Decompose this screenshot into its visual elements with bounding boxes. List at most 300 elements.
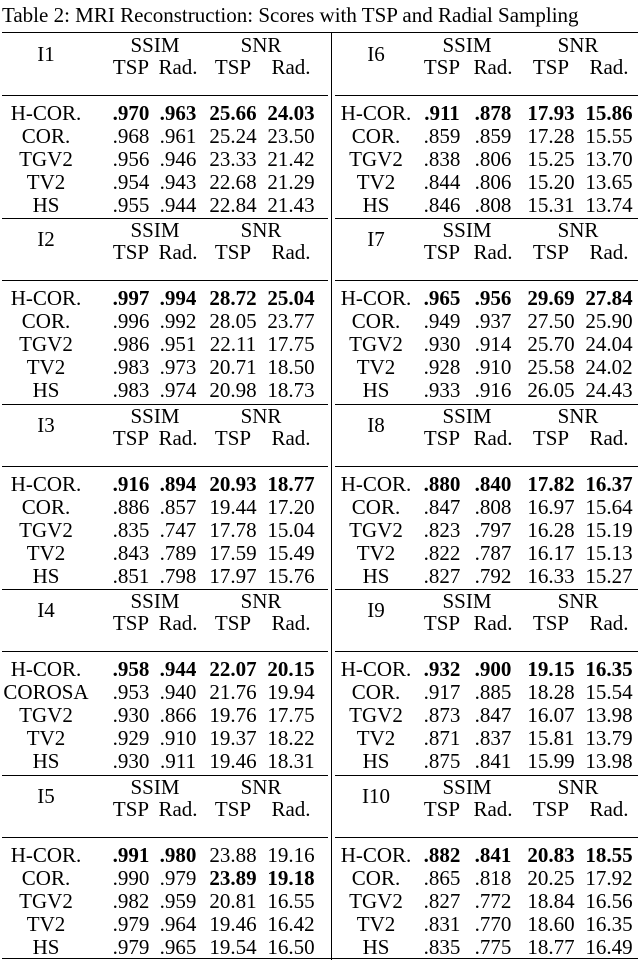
snr-tsp-value: 20.98 xyxy=(209,378,257,403)
image-label: I7 xyxy=(367,227,385,252)
ssim-rad-value: .964 xyxy=(159,911,197,936)
result-panel-i4 xyxy=(0,589,330,774)
result-panel-i9 xyxy=(333,589,640,774)
ssim-rad-value: .974 xyxy=(159,378,197,403)
snr-tsp-value: 27.50 xyxy=(527,309,575,334)
ssim-tsp-value: .965 xyxy=(423,286,461,311)
ssim-tsp-value: .847 xyxy=(423,494,461,519)
snr-rad-header: Rad. xyxy=(589,796,629,821)
snr-tsp-value: 18.28 xyxy=(527,680,575,705)
ssim-header: SSIM xyxy=(130,774,180,799)
method-name: COR. xyxy=(351,124,401,148)
snr-rad-value: 16.50 xyxy=(267,934,315,959)
method-name: TGV2 xyxy=(349,332,403,357)
image-label: I4 xyxy=(37,598,55,623)
snr-rad-value: 17.75 xyxy=(267,703,315,728)
method-name: TV2 xyxy=(26,911,66,936)
result-panel-i1 xyxy=(0,33,330,218)
ssim-rad-value: .841 xyxy=(474,842,512,867)
snr-header: SNR xyxy=(557,403,599,428)
ssim-tsp-header: TSP xyxy=(423,425,461,450)
ssim-tsp-value: .986 xyxy=(112,332,150,357)
snr-tsp-value: 19.54 xyxy=(209,934,257,959)
ssim-tsp-value: .871 xyxy=(423,726,461,751)
method-name: H-COR. xyxy=(340,286,412,311)
method-name: HS xyxy=(362,934,390,959)
image-label: I3 xyxy=(37,412,55,437)
snr-tsp-header: TSP xyxy=(532,240,570,265)
ssim-rad-value: .944 xyxy=(159,657,197,682)
ssim-rad-value: .866 xyxy=(159,703,197,728)
snr-tsp-value: 28.05 xyxy=(209,309,257,334)
method-name: COR. xyxy=(21,494,71,519)
ssim-tsp-value: .930 xyxy=(423,332,461,357)
snr-rad-value: 24.04 xyxy=(585,332,633,357)
snr-rad-value: 15.19 xyxy=(585,517,633,542)
snr-rad-value: 18.55 xyxy=(585,842,633,867)
ssim-rad-header: Rad. xyxy=(473,240,513,265)
snr-tsp-header: TSP xyxy=(214,425,252,450)
ssim-rad-value: .789 xyxy=(159,540,197,565)
snr-rad-header: Rad. xyxy=(589,425,629,450)
image-label: I1 xyxy=(37,42,55,66)
ssim-rad-value: .806 xyxy=(474,147,512,171)
snr-rad-value: 15.04 xyxy=(267,517,315,542)
ssim-tsp-header: TSP xyxy=(423,240,461,265)
ssim-tsp-value: .983 xyxy=(112,378,150,403)
snr-header: SNR xyxy=(240,403,282,428)
ssim-rad-value: .959 xyxy=(159,888,197,913)
snr-rad-value: 15.86 xyxy=(585,101,633,125)
ssim-tsp-value: .953 xyxy=(112,680,150,705)
image-label: I10 xyxy=(362,783,390,808)
ssim-tsp-value: .968 xyxy=(112,124,150,148)
header-rule xyxy=(2,466,328,467)
snr-rad-header: Rad. xyxy=(271,611,311,636)
method-name: COROSA xyxy=(3,680,89,705)
method-name: COR. xyxy=(351,680,401,705)
method-name: COR. xyxy=(351,865,401,890)
snr-header: SNR xyxy=(557,218,599,243)
ssim-rad-header: Rad. xyxy=(473,796,513,821)
method-name: TV2 xyxy=(26,726,66,751)
bottom-rule xyxy=(2,958,638,959)
image-label: I8 xyxy=(367,412,385,437)
method-name: HS xyxy=(32,378,60,403)
snr-tsp-value: 15.31 xyxy=(527,193,575,217)
image-label: I5 xyxy=(37,783,55,808)
ssim-rad-value: .787 xyxy=(474,540,512,565)
ssim-tsp-value: .929 xyxy=(112,726,150,751)
method-name: COR. xyxy=(21,865,71,890)
method-name: H-COR. xyxy=(340,657,412,682)
snr-tsp-value: 20.81 xyxy=(209,888,257,913)
snr-tsp-header: TSP xyxy=(214,240,252,265)
snr-rad-header: Rad. xyxy=(589,611,629,636)
method-name: TV2 xyxy=(356,355,396,380)
method-name: TV2 xyxy=(356,726,396,751)
ssim-header: SSIM xyxy=(130,403,180,428)
ssim-tsp-value: .859 xyxy=(423,124,461,148)
result-panel-i10 xyxy=(333,775,640,960)
method-name: TGV2 xyxy=(19,147,73,171)
ssim-tsp-value: .955 xyxy=(112,193,150,217)
snr-rad-value: 13.74 xyxy=(585,193,633,217)
ssim-tsp-value: .949 xyxy=(423,309,461,334)
snr-tsp-value: 15.99 xyxy=(527,749,575,774)
ssim-rad-value: .910 xyxy=(159,726,197,751)
snr-rad-header: Rad. xyxy=(271,240,311,265)
method-name: TV2 xyxy=(26,540,66,565)
snr-rad-value: 19.16 xyxy=(267,842,315,867)
result-panel-i6 xyxy=(333,33,640,218)
ssim-rad-value: .878 xyxy=(474,101,512,125)
snr-tsp-value: 20.25 xyxy=(527,865,575,890)
snr-tsp-value: 19.15 xyxy=(527,657,575,682)
snr-tsp-value: 17.28 xyxy=(527,124,575,148)
snr-rad-value: 21.42 xyxy=(267,147,315,171)
snr-tsp-value: 22.68 xyxy=(209,170,257,194)
snr-tsp-value: 22.07 xyxy=(209,657,257,682)
ssim-tsp-value: .827 xyxy=(423,563,461,588)
ssim-rad-value: .956 xyxy=(474,286,512,311)
ssim-rad-value: .808 xyxy=(474,193,512,217)
method-name: COR. xyxy=(21,124,71,148)
ssim-header: SSIM xyxy=(130,33,180,57)
ssim-tsp-value: .979 xyxy=(112,911,150,936)
ssim-tsp-value: .932 xyxy=(423,657,461,682)
snr-header: SNR xyxy=(557,33,599,57)
ssim-tsp-value: .991 xyxy=(112,842,150,867)
snr-rad-value: 16.42 xyxy=(267,911,315,936)
method-name: TGV2 xyxy=(349,517,403,542)
snr-rad-value: 16.37 xyxy=(585,471,633,496)
ssim-tsp-value: .990 xyxy=(112,865,150,890)
ssim-tsp-header: TSP xyxy=(423,611,461,636)
snr-tsp-value: 23.88 xyxy=(209,842,257,867)
snr-tsp-value: 16.17 xyxy=(527,540,575,565)
snr-tsp-header: TSP xyxy=(214,611,252,636)
ssim-header: SSIM xyxy=(442,774,492,799)
snr-tsp-value: 17.93 xyxy=(527,101,575,125)
snr-tsp-header: TSP xyxy=(532,55,570,79)
results-table xyxy=(0,33,640,960)
snr-rad-value: 25.90 xyxy=(585,309,633,334)
ssim-rad-value: .792 xyxy=(474,563,512,588)
snr-tsp-value: 19.46 xyxy=(209,911,257,936)
snr-tsp-value: 18.60 xyxy=(527,911,575,936)
snr-rad-value: 21.43 xyxy=(267,193,315,217)
method-name: TGV2 xyxy=(19,332,73,357)
ssim-rad-value: .770 xyxy=(474,911,512,936)
snr-header: SNR xyxy=(240,589,282,614)
method-name: COR. xyxy=(351,309,401,334)
ssim-tsp-value: .875 xyxy=(423,749,461,774)
ssim-rad-header: Rad. xyxy=(158,611,198,636)
snr-rad-value: 13.79 xyxy=(585,726,633,751)
snr-tsp-value: 19.46 xyxy=(209,749,257,774)
ssim-rad-value: .943 xyxy=(159,170,197,194)
snr-rad-value: 21.29 xyxy=(267,170,315,194)
snr-tsp-value: 20.71 xyxy=(209,355,257,380)
snr-rad-value: 24.03 xyxy=(267,101,315,125)
ssim-rad-value: .979 xyxy=(159,865,197,890)
snr-rad-value: 13.65 xyxy=(585,170,633,194)
snr-tsp-header: TSP xyxy=(532,425,570,450)
ssim-tsp-value: .930 xyxy=(112,749,150,774)
ssim-tsp-value: .886 xyxy=(112,494,150,519)
ssim-rad-value: .944 xyxy=(159,193,197,217)
ssim-header: SSIM xyxy=(130,218,180,243)
ssim-header: SSIM xyxy=(442,403,492,428)
method-name: TV2 xyxy=(356,911,396,936)
ssim-rad-header: Rad. xyxy=(473,55,513,79)
ssim-rad-header: Rad. xyxy=(158,425,198,450)
method-name: H-COR. xyxy=(10,471,82,496)
snr-tsp-value: 15.25 xyxy=(527,147,575,171)
snr-rad-value: 18.22 xyxy=(267,726,315,751)
ssim-rad-value: .818 xyxy=(474,865,512,890)
method-name: TGV2 xyxy=(349,147,403,171)
snr-rad-value: 16.49 xyxy=(585,934,633,959)
snr-rad-value: 15.64 xyxy=(585,494,633,519)
ssim-rad-value: .837 xyxy=(474,726,512,751)
snr-tsp-header: TSP xyxy=(532,796,570,821)
ssim-rad-value: .994 xyxy=(159,286,197,311)
ssim-rad-value: .747 xyxy=(159,517,197,542)
snr-tsp-value: 17.78 xyxy=(209,517,257,542)
ssim-rad-value: .840 xyxy=(474,471,512,496)
ssim-tsp-value: .933 xyxy=(423,378,461,403)
snr-tsp-value: 16.33 xyxy=(527,563,575,588)
result-panel-i3 xyxy=(0,404,330,589)
snr-rad-value: 15.49 xyxy=(267,540,315,565)
ssim-rad-value: .965 xyxy=(159,934,197,959)
snr-rad-value: 15.76 xyxy=(267,563,315,588)
method-name: H-COR. xyxy=(10,101,82,125)
header-rule xyxy=(2,651,328,652)
snr-rad-value: 23.50 xyxy=(267,124,315,148)
snr-tsp-value: 16.97 xyxy=(527,494,575,519)
ssim-tsp-value: .851 xyxy=(112,563,150,588)
method-name: TV2 xyxy=(356,170,396,194)
ssim-rad-value: .900 xyxy=(474,657,512,682)
snr-rad-value: 19.18 xyxy=(267,865,315,890)
ssim-tsp-value: .831 xyxy=(423,911,461,936)
snr-rad-value: 18.31 xyxy=(267,749,315,774)
snr-header: SNR xyxy=(240,33,282,57)
snr-tsp-value: 19.76 xyxy=(209,703,257,728)
ssim-tsp-value: .822 xyxy=(423,540,461,565)
method-name: TGV2 xyxy=(349,703,403,728)
snr-tsp-value: 25.24 xyxy=(209,124,257,148)
image-label: I2 xyxy=(37,227,55,252)
snr-tsp-value: 23.89 xyxy=(209,865,257,890)
snr-header: SNR xyxy=(557,774,599,799)
ssim-tsp-value: .835 xyxy=(112,517,150,542)
ssim-tsp-value: .911 xyxy=(424,101,460,125)
snr-rad-value: 16.55 xyxy=(267,888,315,913)
snr-tsp-header: TSP xyxy=(214,796,252,821)
ssim-tsp-header: TSP xyxy=(423,55,461,79)
snr-rad-value: 18.73 xyxy=(267,378,315,403)
snr-tsp-value: 18.84 xyxy=(527,888,575,913)
image-label: I6 xyxy=(367,42,385,66)
header-rule xyxy=(335,95,638,96)
snr-rad-value: 19.94 xyxy=(267,680,315,705)
snr-tsp-header: TSP xyxy=(214,55,252,79)
ssim-tsp-value: .983 xyxy=(112,355,150,380)
ssim-tsp-value: .928 xyxy=(423,355,461,380)
header-rule xyxy=(2,837,328,838)
snr-rad-header: Rad. xyxy=(271,55,311,79)
snr-rad-value: 16.35 xyxy=(585,657,633,682)
ssim-rad-value: .973 xyxy=(159,355,197,380)
ssim-tsp-value: .827 xyxy=(423,888,461,913)
snr-tsp-value: 22.11 xyxy=(209,332,257,357)
method-name: H-COR. xyxy=(10,657,82,682)
ssim-tsp-value: .880 xyxy=(423,471,461,496)
snr-tsp-value: 25.66 xyxy=(209,101,257,125)
method-name: TGV2 xyxy=(19,888,73,913)
snr-rad-value: 15.55 xyxy=(585,124,633,148)
snr-tsp-value: 21.76 xyxy=(209,680,257,705)
snr-tsp-value: 17.59 xyxy=(209,540,257,565)
header-rule xyxy=(335,651,638,652)
snr-rad-value: 25.04 xyxy=(267,286,315,311)
snr-rad-value: 15.13 xyxy=(585,540,633,565)
snr-header: SNR xyxy=(240,218,282,243)
snr-rad-value: 13.98 xyxy=(585,703,633,728)
ssim-tsp-header: TSP xyxy=(423,796,461,821)
snr-tsp-value: 15.81 xyxy=(527,726,575,751)
snr-rad-value: 18.50 xyxy=(267,355,315,380)
ssim-tsp-value: .930 xyxy=(112,703,150,728)
ssim-rad-value: .911 xyxy=(160,749,196,774)
method-name: H-COR. xyxy=(340,101,412,125)
method-name: TV2 xyxy=(26,355,66,380)
snr-rad-value: 16.35 xyxy=(585,911,633,936)
snr-rad-header: Rad. xyxy=(271,796,311,821)
image-label: I9 xyxy=(367,598,385,623)
ssim-rad-value: .772 xyxy=(474,888,512,913)
method-name: H-COR. xyxy=(10,842,82,867)
snr-tsp-value: 16.28 xyxy=(527,517,575,542)
ssim-header: SSIM xyxy=(442,218,492,243)
ssim-tsp-value: .843 xyxy=(112,540,150,565)
snr-rad-value: 23.77 xyxy=(267,309,315,334)
ssim-rad-value: .797 xyxy=(474,517,512,542)
snr-tsp-value: 25.58 xyxy=(527,355,575,380)
snr-tsp-value: 17.97 xyxy=(209,563,257,588)
ssim-rad-value: .940 xyxy=(159,680,197,705)
ssim-header: SSIM xyxy=(130,589,180,614)
ssim-tsp-value: .882 xyxy=(423,842,461,867)
snr-header: SNR xyxy=(557,589,599,614)
snr-rad-value: 24.43 xyxy=(585,378,633,403)
ssim-tsp-value: .958 xyxy=(112,657,150,682)
snr-rad-value: 13.98 xyxy=(585,749,633,774)
ssim-rad-value: .937 xyxy=(474,309,512,334)
column-divider xyxy=(331,33,332,960)
ssim-tsp-value: .835 xyxy=(423,934,461,959)
ssim-rad-value: .980 xyxy=(159,842,197,867)
method-name: COR. xyxy=(21,309,71,334)
ssim-rad-value: .847 xyxy=(474,703,512,728)
snr-header: SNR xyxy=(240,774,282,799)
ssim-rad-value: .946 xyxy=(159,147,197,171)
snr-rad-value: 15.27 xyxy=(585,563,633,588)
ssim-tsp-value: .916 xyxy=(112,471,150,496)
ssim-rad-header: Rad. xyxy=(473,425,513,450)
ssim-tsp-value: .954 xyxy=(112,170,150,194)
snr-rad-value: 13.70 xyxy=(585,147,633,171)
ssim-rad-value: .961 xyxy=(159,124,197,148)
table-caption: Table 2: MRI Reconstruction: Scores with TSP and Radial Sampling xyxy=(2,3,579,27)
method-name: TGV2 xyxy=(19,517,73,542)
ssim-tsp-value: .979 xyxy=(112,934,150,959)
method-name: COR. xyxy=(351,494,401,519)
snr-tsp-value: 16.07 xyxy=(527,703,575,728)
header-rule xyxy=(335,466,638,467)
result-panel-i5 xyxy=(0,775,330,960)
ssim-tsp-value: .917 xyxy=(423,680,461,705)
ssim-rad-header: Rad. xyxy=(473,611,513,636)
ssim-tsp-value: .838 xyxy=(423,147,461,171)
method-name: TGV2 xyxy=(19,703,73,728)
snr-tsp-value: 20.83 xyxy=(527,842,575,867)
ssim-tsp-header: TSP xyxy=(112,55,150,79)
result-panel-i2 xyxy=(0,218,330,403)
header-rule xyxy=(335,837,638,838)
snr-rad-header: Rad. xyxy=(589,55,629,79)
snr-tsp-value: 23.33 xyxy=(209,147,257,171)
result-panel-i7 xyxy=(333,218,640,403)
ssim-rad-value: .963 xyxy=(159,101,197,125)
ssim-rad-value: .992 xyxy=(159,309,197,334)
method-name: HS xyxy=(362,749,390,774)
snr-tsp-value: 22.84 xyxy=(209,193,257,217)
ssim-tsp-header: TSP xyxy=(112,796,150,821)
ssim-tsp-header: TSP xyxy=(112,240,150,265)
ssim-rad-value: .914 xyxy=(474,332,512,357)
snr-rad-value: 27.84 xyxy=(585,286,633,311)
header-rule xyxy=(2,280,328,281)
method-name: HS xyxy=(32,749,60,774)
ssim-rad-value: .857 xyxy=(159,494,197,519)
ssim-rad-value: .916 xyxy=(474,378,512,403)
ssim-rad-value: .894 xyxy=(159,471,197,496)
method-name: TGV2 xyxy=(349,888,403,913)
result-panel-i8 xyxy=(333,404,640,589)
ssim-tsp-value: .823 xyxy=(423,517,461,542)
ssim-rad-value: .806 xyxy=(474,170,512,194)
snr-tsp-value: 15.20 xyxy=(527,170,575,194)
snr-rad-value: 20.15 xyxy=(267,657,315,682)
ssim-tsp-value: .982 xyxy=(112,888,150,913)
snr-tsp-value: 26.05 xyxy=(527,378,575,403)
ssim-rad-value: .841 xyxy=(474,749,512,774)
snr-tsp-value: 18.77 xyxy=(527,934,575,959)
ssim-header: SSIM xyxy=(442,589,492,614)
method-name: H-COR. xyxy=(10,286,82,311)
method-name: H-COR. xyxy=(340,842,412,867)
method-name: HS xyxy=(362,193,390,217)
snr-rad-value: 17.92 xyxy=(585,865,633,890)
ssim-rad-value: .910 xyxy=(474,355,512,380)
ssim-tsp-header: TSP xyxy=(112,611,150,636)
method-name: HS xyxy=(32,934,60,959)
